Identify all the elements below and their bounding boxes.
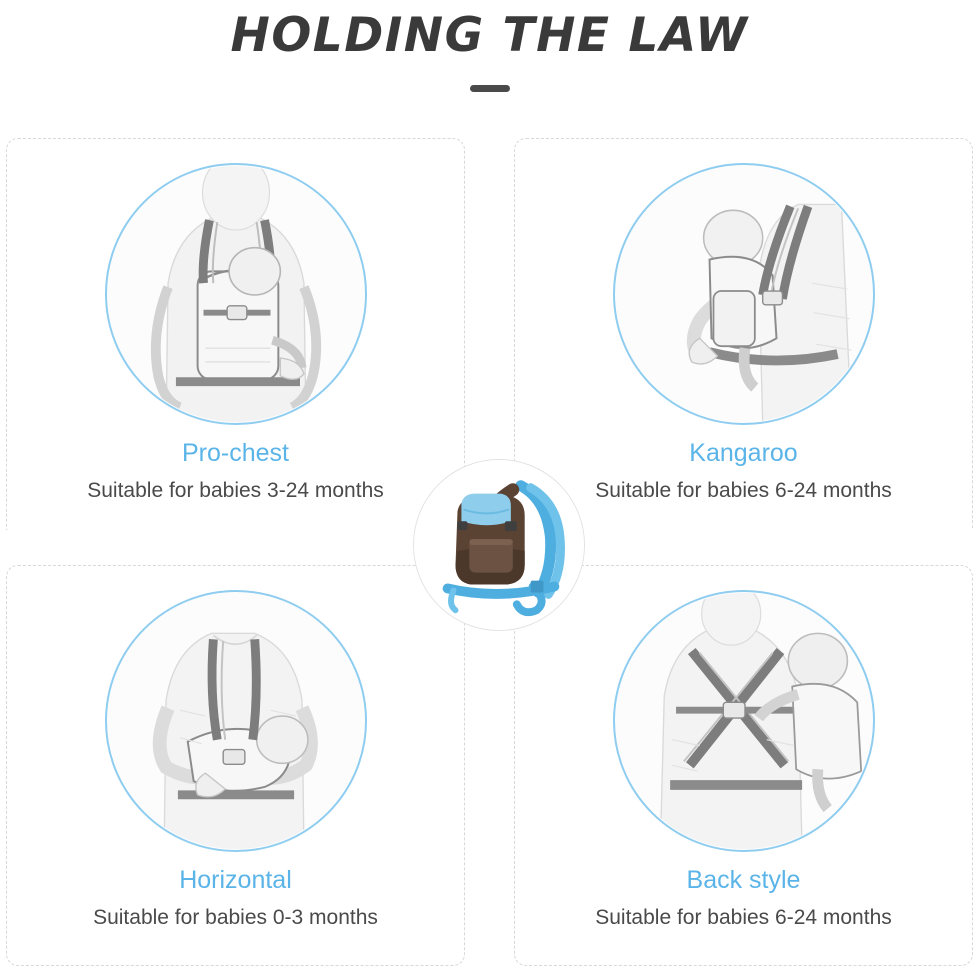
card-pro-chest [6,138,465,539]
pro-chest-carry-photo [105,163,367,425]
card-subtitle-horizontal: Suitable for babies 0-3 months [93,906,378,929]
card-back-style [514,565,973,966]
card-subtitle-back-style: Suitable for babies 6-24 months [595,906,892,929]
card-subtitle-kangaroo: Suitable for babies 6-24 months [595,479,892,502]
kangaroo-carry-photo [613,163,875,425]
back-style-photo-wrap [613,590,875,852]
horizontal-carry-photo [105,590,367,852]
card-title-kangaroo: Kangaroo [689,439,798,467]
header [0,0,979,120]
pro-chest-photo-wrap [105,163,367,425]
card-horizontal [6,565,465,966]
card-subtitle-pro-chest: Suitable for babies 3-24 months [87,479,384,502]
title-divider [470,85,510,92]
card-title-horizontal: Horizontal [179,866,292,894]
baby-carrier-product-photo [413,459,585,631]
kangaroo-photo-wrap [613,163,875,425]
card-kangaroo [514,138,973,539]
horizontal-photo-wrap [105,590,367,852]
back-style-carry-photo [613,590,875,852]
card-title-pro-chest: Pro-chest [182,439,289,467]
page-title: HOLDING THE LAW [230,8,749,63]
card-title-back-style: Back style [686,866,801,894]
